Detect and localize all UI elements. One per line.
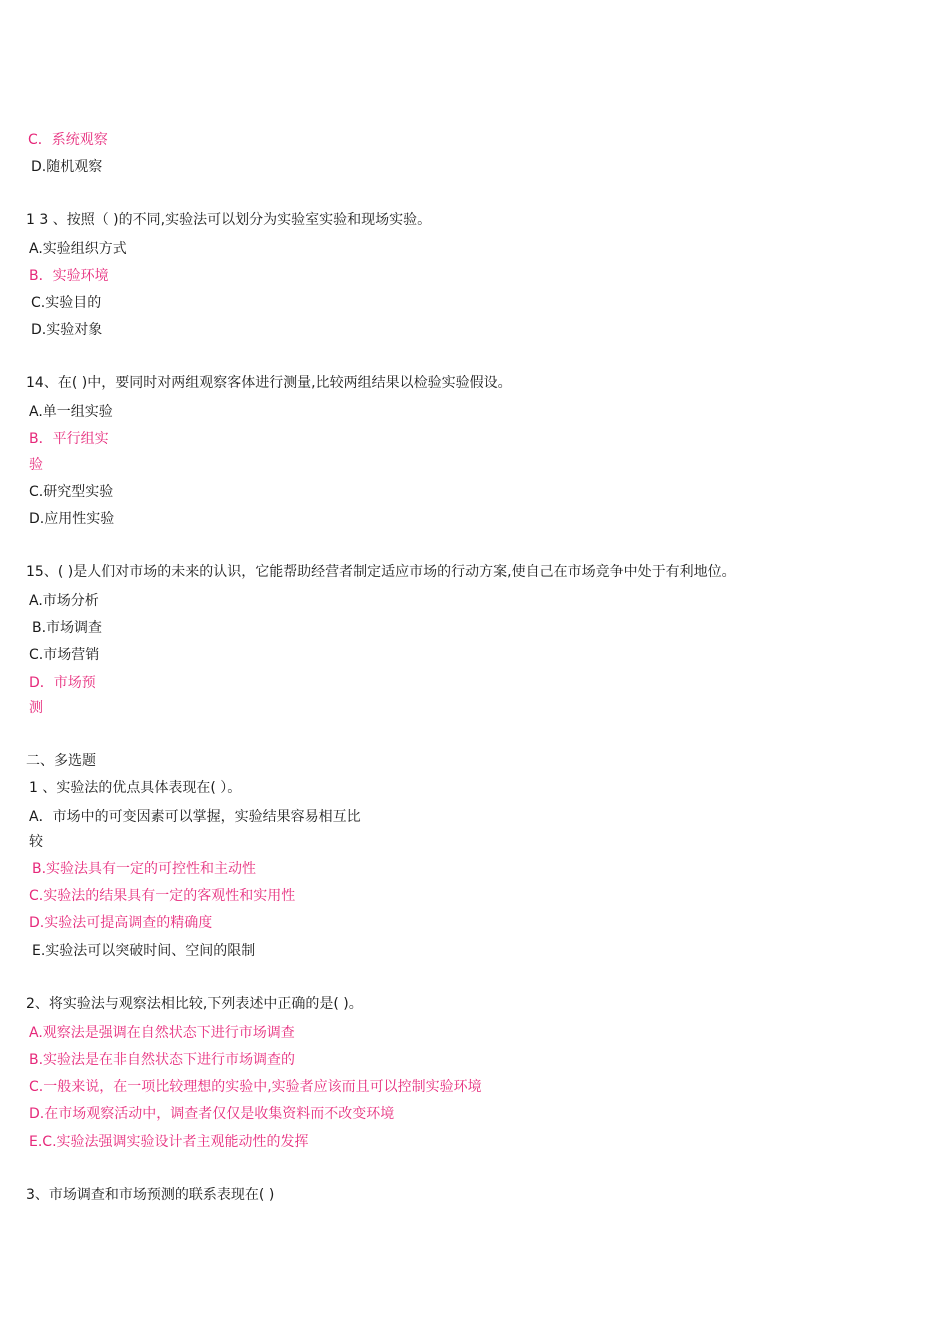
q14-option-b: B．平行组实 xyxy=(29,431,109,447)
mc2-option-a: A.观察法是强调在自然状态下进行市场调查 xyxy=(29,1025,295,1041)
q13-option-a: A.实验组织方式 xyxy=(29,241,127,257)
mc1-option-d: D.实验法可提高调查的精确度 xyxy=(29,915,213,931)
q14-option-b-wrap: 验 xyxy=(29,457,43,473)
question-15: 15、( )是人们对市场的未来的认识，它能帮助经营者制定适应市场的行动方案,使自己在市场竞争中处于有利地位。 xyxy=(26,564,736,580)
q14-option-a: A.单一组实验 xyxy=(29,404,113,420)
mc2-option-c: C.一般来说，在一项比较理想的实验中,实验者应该而且可以控制实验环境 xyxy=(29,1079,482,1095)
q15-option-d: D．市场预 xyxy=(29,675,96,691)
q15-option-c: C.市场营销 xyxy=(29,647,100,663)
q15-option-b: B.市场调查 xyxy=(32,620,103,636)
q15-option-d-wrap: 测 xyxy=(29,700,43,716)
q13-option-b: B．实验环境 xyxy=(29,268,109,284)
mc2-option-e: E.C.实验法强调实验设计者主观能动性的发挥 xyxy=(29,1134,309,1150)
question-13: 1 3 、按照（ )的不同,实验法可以划分为实验室实验和现场实验。 xyxy=(26,212,432,228)
section-heading-multiple-choice: 二、多选题 xyxy=(26,753,96,769)
q13-option-c: C.实验目的 xyxy=(31,295,102,311)
question-14: 14、在( )中，要同时对两组观察客体进行测量,比较两组结果以检验实验假设。 xyxy=(26,375,512,391)
q13-option-d: D.实验对象 xyxy=(31,322,103,338)
q14-option-d: D.应用性实验 xyxy=(29,511,115,527)
mc2-option-d: D.在市场观察活动中，调查者仅仅是收集资料而不改变环境 xyxy=(29,1106,395,1122)
option-c-system-observation: C．系统观察 xyxy=(28,132,108,148)
mc1-option-e: E.实验法可以突破时间、空间的限制 xyxy=(32,943,256,959)
mc-question-3: 3、市场调查和市场预测的联系表现在( ) xyxy=(26,1187,275,1203)
option-d-random-observation: D.随机观察 xyxy=(31,159,103,175)
mc2-option-b: B.实验法是在非自然状态下进行市场调查的 xyxy=(29,1052,296,1068)
q14-option-c: C.研究型实验 xyxy=(29,484,114,500)
mc-question-2: 2、将实验法与观察法相比较,下列表述中正确的是( )。 xyxy=(26,996,363,1012)
mc1-option-a-wrap: 较 xyxy=(29,834,43,850)
mc1-option-a: A．市场中的可变因素可以掌握，实验结果容易相互比 xyxy=(29,809,361,825)
mc1-option-c: C.实验法的结果具有一定的客观性和实用性 xyxy=(29,888,296,904)
q15-option-a: A.市场分析 xyxy=(29,593,99,609)
mc-question-1: 1 、实验法的优点具体表现在( ）。 xyxy=(29,780,242,796)
mc1-option-b: B.实验法具有一定的可控性和主动性 xyxy=(32,861,257,877)
